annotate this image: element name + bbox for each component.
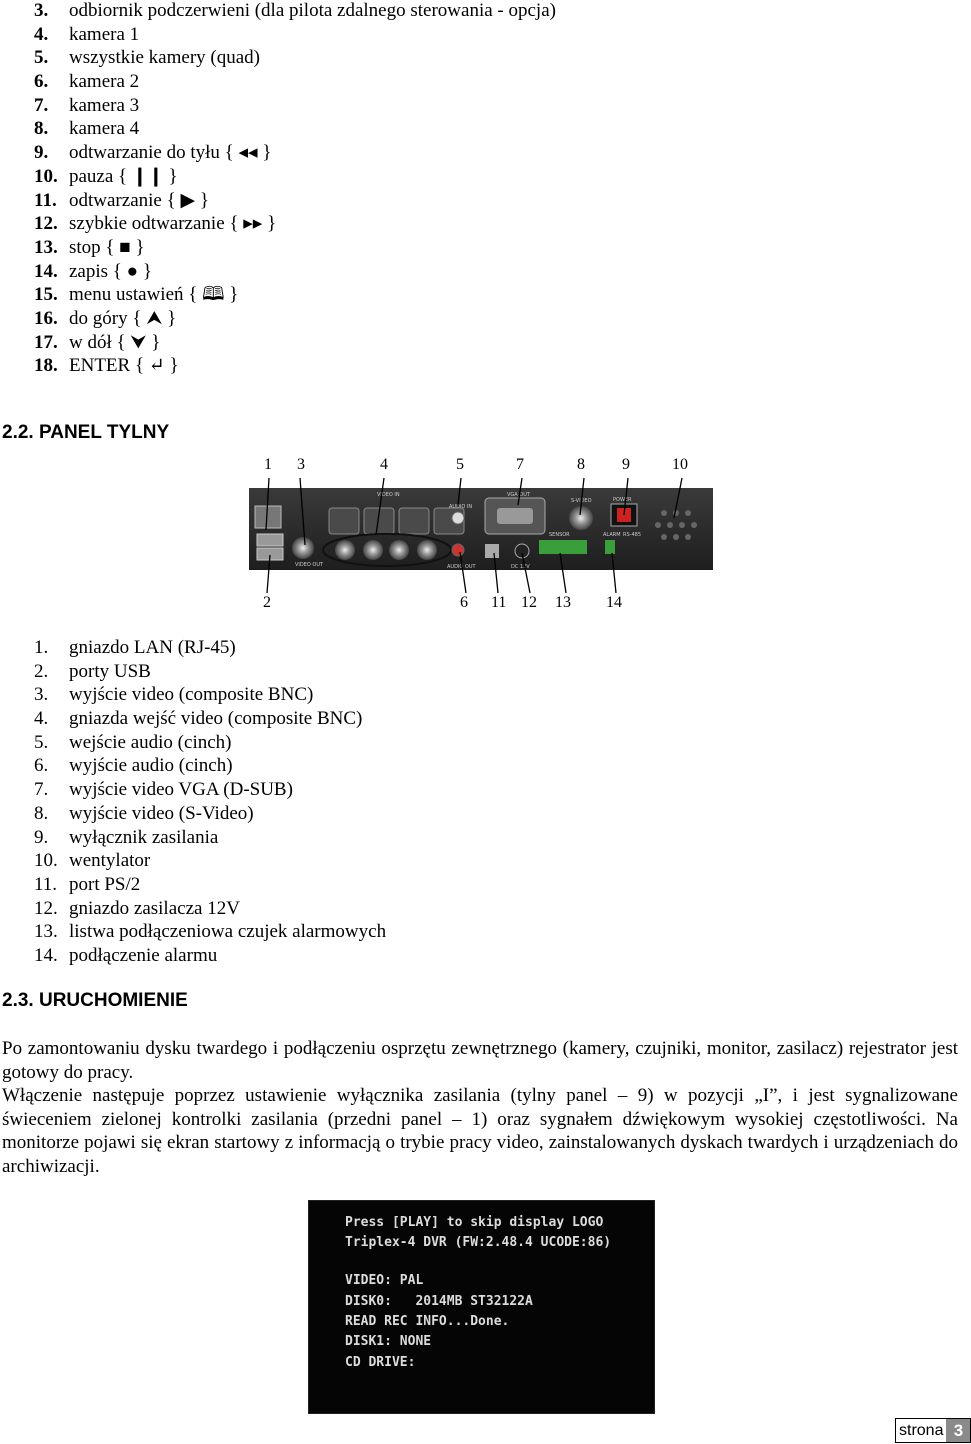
callout-number: 12 — [521, 594, 537, 611]
list-text: odtwarzanie do tyłu { ◂◂ } — [69, 142, 272, 164]
page-number-badge — [895, 1418, 971, 1443]
panel-port-label: S-VIDEO — [571, 498, 592, 504]
page-number: 3 — [946, 1419, 970, 1442]
callout-number: 11 — [491, 594, 507, 611]
list-text: pauza { ❙❙ } — [69, 165, 178, 187]
list-number: 12. — [34, 213, 58, 235]
paragraph-power-on: Włączenie następuje poprzez ustawienie wyłącznika zasilania (tylny panel – 9) w pozycji „I”, i jest sygnalizowane świeceniem zielonej kontrolki zasilania (przedni panel – 1) oraz sygnałem dźwiękowym wysokiej częstotliwości. Na monitorze pojawi się ekran startowy z informacją o trybie pracy video, zainstalowanych dyskach twardych i urządzeniach do archiwizacji. — [2, 1085, 958, 1177]
paragraph-intro: Po zamontowaniu dysku twardego i podłączeniu osprzętu zewnętrznego (kamery, czujniki, monitor, zasilacz) rejestrator jest gotowy do pracy. — [2, 1038, 958, 1083]
list-text: wyjście audio (cinch) — [69, 755, 233, 777]
list-text: ENTER { ↵ } — [69, 355, 179, 377]
section-heading-start: 2.3. URUCHOMIENIE — [2, 990, 188, 1011]
list-text: kamera 4 — [69, 118, 140, 140]
list-text: wyjście video (S-Video) — [69, 802, 254, 824]
boot-screen-photo — [308, 1200, 655, 1414]
list-text: gniazda wejść video (composite BNC) — [69, 708, 363, 730]
panel-port-label: DC 12V — [511, 564, 530, 570]
list-number: 18. — [34, 355, 58, 377]
list-text: wyjście video VGA (D-SUB) — [69, 779, 293, 801]
screen-line: READ REC INFO...Done. — [345, 1314, 510, 1329]
list-text: szybkie odtwarzanie { ▸▸ } — [69, 213, 277, 235]
list-number: 3. — [34, 684, 49, 706]
callout-number: 1 — [264, 456, 272, 473]
list-text: zapis { ● } — [69, 260, 153, 282]
list-text: port PS/2 — [69, 873, 141, 895]
panel-port-label: VGA OUT — [507, 492, 530, 498]
list-text: odbiornik podczerwieni (dla pilota zdalnego sterowania - opcja) — [69, 0, 556, 21]
screen-line: CD DRIVE: — [345, 1355, 416, 1370]
list-number: 16. — [34, 307, 58, 329]
screen-line: VIDEO: PAL — [345, 1273, 424, 1288]
list-text: wszystkie kamery (quad) — [69, 47, 260, 69]
callout-number: 3 — [297, 456, 305, 473]
screen-line: DISK0: 2014MB ST32122A — [345, 1294, 533, 1309]
list-number: 2. — [34, 660, 49, 682]
list-text: gniazdo LAN (RJ-45) — [69, 637, 236, 658]
callout-number: 8 — [577, 456, 585, 473]
callout-leader-lines — [0, 0, 960, 620]
list-text: stop { ■ } — [69, 236, 145, 258]
list-number: 7. — [34, 94, 49, 116]
list-number: 13. — [34, 236, 58, 258]
panel-port-label: POWER — [613, 497, 632, 503]
panel-port-label: ALARM — [603, 532, 621, 538]
callout-number: 13 — [555, 594, 571, 611]
list-number: 3. — [34, 0, 49, 21]
panel-port-label: RS-485 — [623, 532, 641, 538]
list-number: 4. — [34, 23, 49, 45]
callout-number: 14 — [606, 594, 622, 611]
list-text: menu ustawień { 🕮 } — [69, 284, 239, 306]
screen-line: DISK1: NONE — [345, 1334, 432, 1349]
list-number: 8. — [34, 802, 49, 824]
list-number: 17. — [34, 331, 58, 353]
list-number: 10. — [34, 165, 58, 187]
list-number: 5. — [34, 731, 49, 753]
list-text: wyłącznik zasilania — [69, 826, 219, 848]
list-number: 9. — [34, 142, 49, 164]
list-number: 14. — [34, 944, 58, 966]
panel-port-label: VIDEO OUT — [295, 562, 324, 568]
list-text: do góry { ⮝ } — [69, 307, 177, 329]
list-text: odtwarzanie { ▶ } — [69, 189, 209, 211]
list-text: wyjście video (composite BNC) — [69, 684, 314, 706]
list-number: 1. — [34, 637, 49, 658]
page-label: strona — [896, 1419, 946, 1442]
panel-port-label: SENSOR — [549, 532, 570, 538]
list-text: kamera 2 — [69, 71, 140, 93]
list-text: gniazdo zasilacza 12V — [69, 897, 240, 919]
list-number: 14. — [34, 260, 58, 282]
section-heading-panel: 2.2. PANEL TYLNY — [2, 422, 170, 443]
callout-number: 2 — [263, 594, 271, 611]
list-text: kamera 3 — [69, 94, 140, 116]
list-number: 15. — [34, 284, 58, 306]
list-number: 11. — [34, 873, 58, 895]
list-text: listwa podłączeniowa czujek alarmowych — [69, 921, 387, 943]
callout-number: 6 — [460, 594, 468, 611]
panel-port-label: AUDIO IN — [449, 504, 473, 510]
list-number: 10. — [34, 850, 58, 872]
list-text: wentylator — [69, 850, 151, 872]
list-text: podłączenie alarmu — [69, 944, 218, 966]
list-number: 9. — [34, 826, 49, 848]
screen-line: Triplex-4 DVR (FW:2.48.4 UCODE:86) — [345, 1235, 612, 1250]
list-number: 6. — [34, 755, 49, 777]
list-text: wejście audio (cinch) — [69, 731, 232, 753]
panel-port-label: AUDIO OUT — [447, 564, 476, 570]
list-number: 12. — [34, 897, 58, 919]
list-number: 8. — [34, 118, 49, 140]
screen-line: Press [PLAY] to skip display LOGO — [345, 1215, 604, 1230]
list-number: 4. — [34, 708, 49, 730]
callout-number: 10 — [672, 456, 688, 473]
list-number: 11. — [34, 189, 57, 211]
panel-port-label: VIDEO IN — [377, 492, 400, 498]
list-text: kamera 1 — [69, 23, 140, 45]
list-number: 13. — [34, 921, 58, 943]
callout-number: 4 — [380, 456, 388, 473]
list-number: 6. — [34, 71, 49, 93]
list-number: 7. — [34, 779, 49, 801]
callout-number: 5 — [456, 456, 464, 473]
list-text: porty USB — [69, 660, 151, 682]
callout-number: 9 — [622, 456, 630, 473]
list-number: 5. — [34, 47, 49, 69]
list-text: w dół { ⮟ } — [69, 331, 161, 353]
callout-number: 7 — [516, 456, 524, 473]
